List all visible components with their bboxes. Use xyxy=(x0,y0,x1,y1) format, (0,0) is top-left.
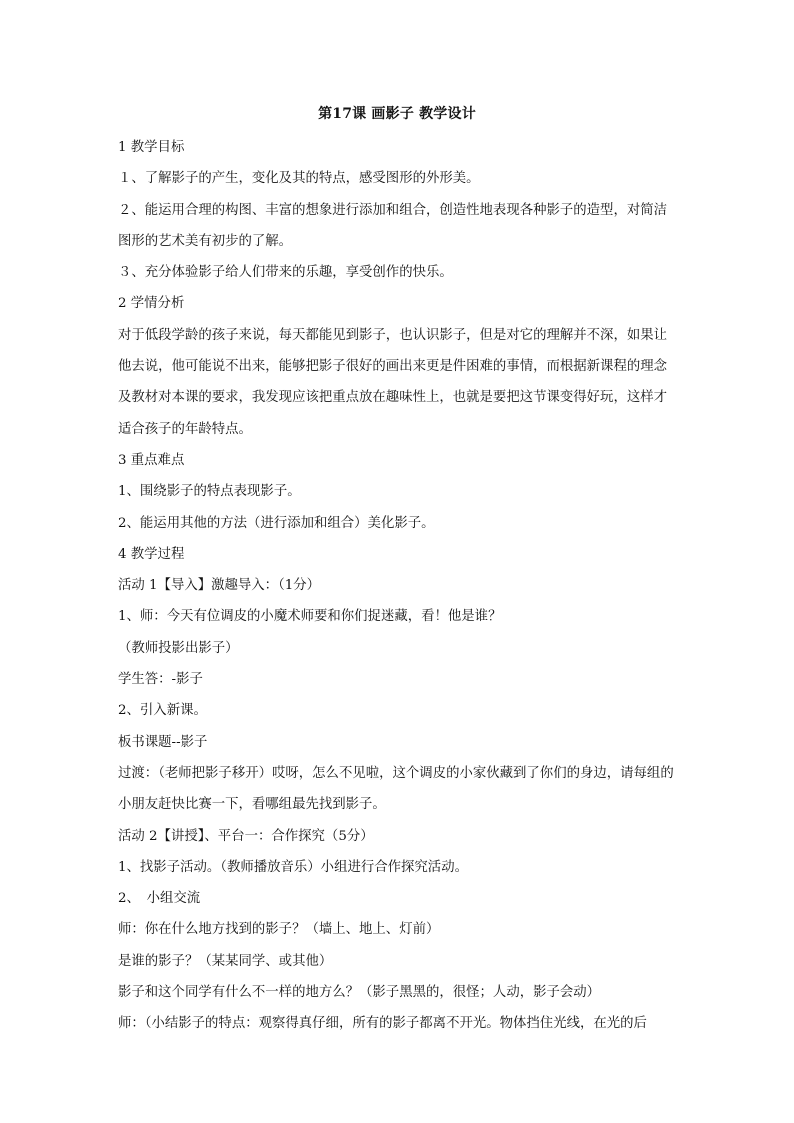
document-body xyxy=(118,132,680,1040)
activity-2-step-2: 2、 小组交流 xyxy=(118,891,201,907)
section-heading-analysis: 2 学情分析 xyxy=(118,296,185,312)
objective-3: ３、充分体验影子给人们带来的乐趣，享受创作的快乐。 xyxy=(118,265,453,281)
activity-2-summary: 师：（小结影子的特点：观察得真仔细，所有的影子都离不开光。物体挡住光线，在光的后 xyxy=(118,1016,647,1032)
activity-2-heading: 活动 2【讲授】、平台一：合作探究（5分） xyxy=(118,828,374,844)
activity-2-question-2: 是谁的影子？（某某同学、或其他） xyxy=(118,953,333,969)
objective-2: ２、能运用合理的构图、丰富的想象进行添加和组合，创造性地表现各种影子的造型，对简洁图形的艺术美有初步的了解。 xyxy=(118,202,668,249)
activity-2-question-1: 师：你在什么地方找到的影子？（墙上、地上、灯前） xyxy=(118,922,440,938)
activity-2-question-3: 影子和这个同学有什么不一样的地方么？（影子黑黑的，很怪；人动，影子会动） xyxy=(118,985,601,1001)
page-title: 第17课 画影子 教学设计 xyxy=(318,106,476,122)
objective-1: １、了解影子的产生，变化及其的特点，感受图形的外形美。 xyxy=(118,171,480,187)
analysis-paragraph: 对于低段学龄的孩子来说，每天都能见到影子，也认识影子，但是对它的理解并不深，如果让他去说，他可能说不出来，能够把影子很好的画出来更是件困难的事情，而根据新课程的理念及教材对本课的要求，我发现应该把重点放在趣味性上，也就是要把这节课变得好玩，这样才适合孩子的年龄特点。 xyxy=(118,327,668,437)
activity-1-board-title: 板书课题--影子 xyxy=(118,734,208,750)
activity-1-step-2: 2、引入新课。 xyxy=(118,703,207,719)
activity-2-step-1: 1、找影子活动。（教师播放音乐）小组进行合作探究活动。 xyxy=(118,859,468,875)
key-point-2: 2、能运用其他的方法（进行添加和组合）美化影子。 xyxy=(118,515,435,531)
activity-1-step-1: 1、师：今天有位调皮的小魔术师要和你们捉迷藏，看！他是谁？ xyxy=(118,609,502,625)
activity-1-note: （教师投影出影子） xyxy=(118,640,239,656)
section-heading-objectives: 1 教学目标 xyxy=(118,140,185,155)
key-point-1: 1、围绕影子的特点表现影子。 xyxy=(118,484,301,500)
section-heading-process: 4 教学过程 xyxy=(118,546,185,562)
activity-1-transition: 过渡：（老师把影子移开）哎呀，怎么不见啦，这个调皮的小家伙藏到了你们的身边，请每组的小朋友赶快比赛一下，看哪组最先找到影子。 xyxy=(118,765,674,813)
section-heading-key-points: 3 重点难点 xyxy=(118,452,185,468)
activity-1-student-answer: 学生答：-影子 xyxy=(118,672,203,688)
activity-1-heading: 活动 1【导入】激趣导入：（1分） xyxy=(118,578,321,594)
